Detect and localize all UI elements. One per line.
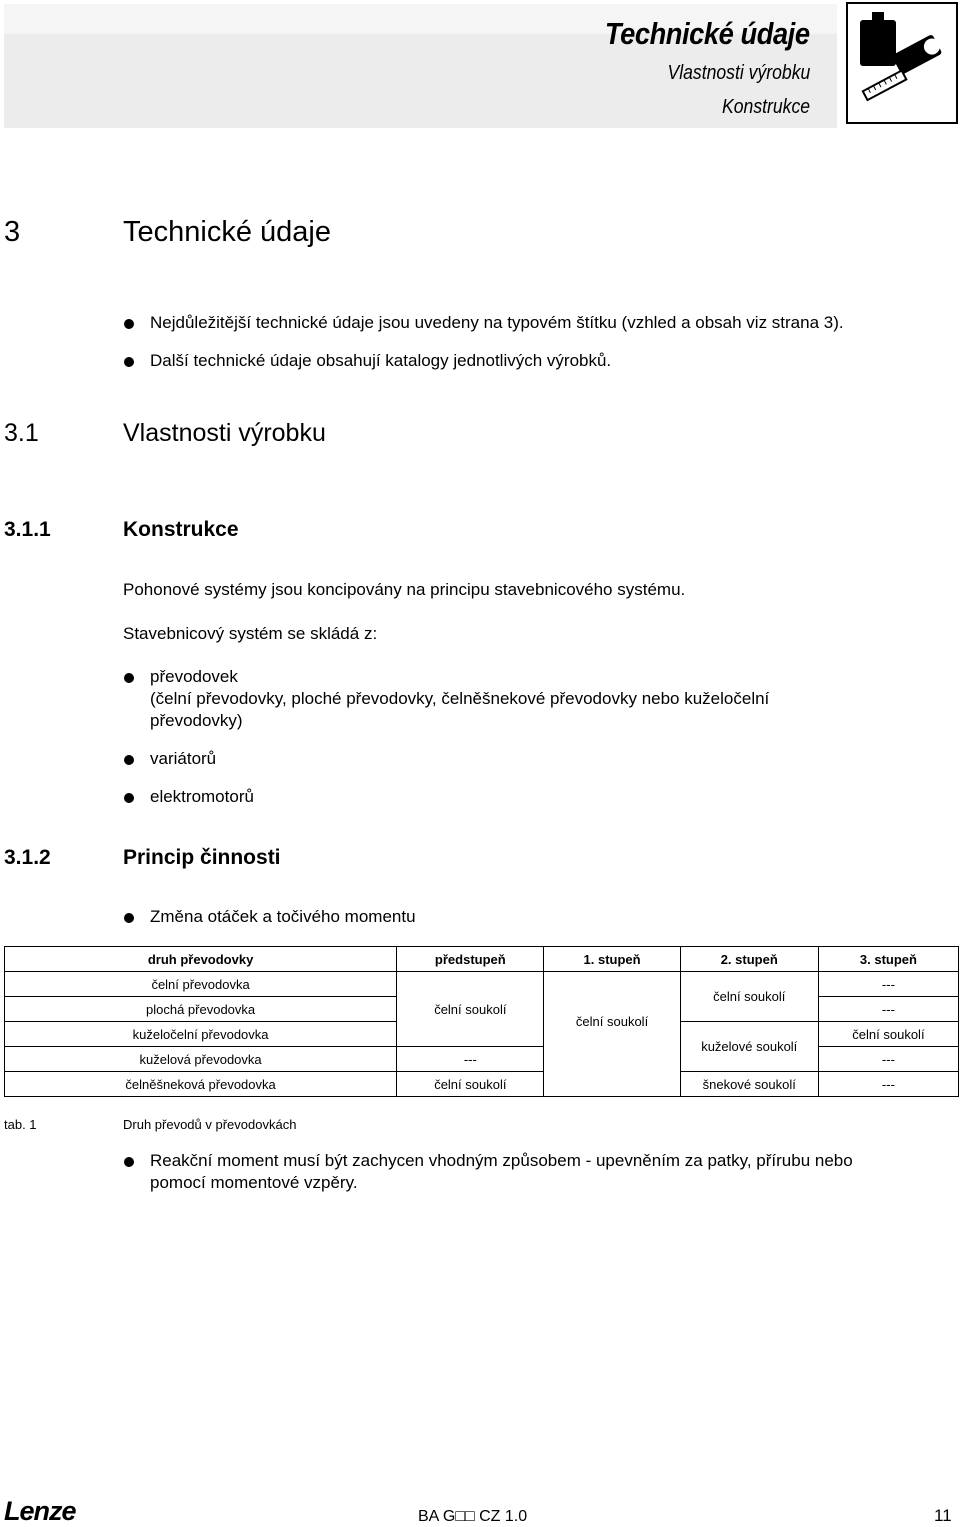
table-cell: čelní soukolí: [818, 1022, 958, 1047]
bullet-icon: [124, 913, 134, 923]
bullet-icon: [124, 319, 134, 329]
list-item: [126, 1150, 946, 1194]
bullet-text: Další technické údaje obsahují katalogy jednotlivých výrobků.: [150, 351, 612, 370]
bullet-text: elektromotorů: [150, 787, 254, 806]
list-item: [126, 666, 946, 732]
list-item: [126, 350, 946, 372]
table-cell: čelněšneková převodovka: [5, 1072, 397, 1097]
principle-title: Princip činnosti: [123, 846, 281, 869]
header-title: Technické údaje: [605, 16, 810, 51]
table-label: tab. 1: [4, 1117, 37, 1132]
bullet-text: Změna otáček a točivého momentu: [150, 907, 416, 926]
bullet-icon: [124, 357, 134, 367]
bullet-text-line-2: (čelní převodovky, ploché převodovky, čelněšnekové převodovky nebo kuželočelní: [150, 689, 770, 708]
principle-number: 3.1.2: [4, 846, 51, 869]
construction-paragraph-1: Pohonové systémy jsou koncipovány na principu stavebnicového systému.: [123, 580, 686, 599]
header-subtitle-1: Vlastnosti výrobku: [667, 62, 810, 84]
table-cell: plochá převodovka: [5, 997, 397, 1022]
list-item: [126, 906, 946, 928]
bullet-icon: [124, 755, 134, 765]
table-header-row: [5, 947, 959, 972]
table-cell: ---: [818, 997, 958, 1022]
subsection-heading: [4, 419, 326, 448]
table-cell: čelní soukolí: [397, 1072, 544, 1097]
table-cell: kuželové soukolí: [680, 1022, 818, 1072]
bullet-text: Nejdůležitější technické údaje jsou uvedeny na typovém štítku (vzhled a obsah viz strana 3).: [150, 313, 844, 332]
bullet-icon: [124, 1157, 134, 1167]
bullet-icon: [124, 673, 134, 683]
table-caption: Druh převodů v převodovkách: [123, 1117, 297, 1132]
table-cell: kuželočelní převodovka: [5, 1022, 397, 1047]
table-header-cell: 2. stupeň: [680, 947, 818, 972]
table-cell: ---: [818, 972, 958, 997]
subsection-title: Vlastnosti výrobku: [123, 419, 326, 447]
table-cell: čelní převodovka: [5, 972, 397, 997]
table-header-cell: 3. stupeň: [818, 947, 958, 972]
table-cell: čelní soukolí: [544, 972, 680, 1072]
table-header-cell: druh převodovky: [5, 947, 397, 972]
bullet-text-line-1: Reakční moment musí být zachycen vhodným způsobem - upevněním za patky, přírubu nebo: [150, 1151, 853, 1170]
list-item: [126, 748, 946, 770]
table-cell: ---: [818, 1047, 958, 1072]
table-cell: kuželová převodovka: [5, 1047, 397, 1072]
section-title: Technické údaje: [123, 216, 331, 248]
construction-title: Konstrukce: [123, 518, 239, 541]
header-subtitle-2: Konstrukce: [721, 96, 810, 118]
bullet-text-line-1: převodovek: [150, 667, 238, 686]
bullet-icon: [124, 793, 134, 803]
table-cell: ---: [397, 1047, 544, 1072]
gear-stages-table: [4, 946, 959, 1097]
table-cell: ---: [818, 1072, 958, 1097]
document-code: BA G□□ CZ 1.0: [418, 1508, 528, 1525]
bullet-text-line-3: převodovky): [150, 711, 243, 730]
construction-paragraph-2: Stavebnicový systém se skládá z:: [123, 624, 378, 643]
section-number: 3: [4, 216, 21, 248]
table-row: [5, 1072, 959, 1097]
table-row: [5, 972, 959, 997]
weight-and-tape-measure-icon: [846, 2, 958, 124]
bullet-text-line-2: pomocí momentové vzpěry.: [150, 1173, 358, 1192]
table-cell: čelní soukolí: [397, 972, 544, 1047]
list-item: [126, 786, 946, 808]
construction-number: 3.1.1: [4, 518, 51, 541]
lenze-logo: Lenze: [4, 1496, 76, 1526]
table-cell: šnekové soukolí: [680, 1072, 818, 1097]
table-header-cell: předstupeň: [397, 947, 544, 972]
list-item: [126, 312, 946, 334]
page-number: 11: [934, 1506, 952, 1525]
construction-heading: [4, 518, 239, 542]
table-cell: čelní soukolí: [680, 972, 818, 1022]
table-cell-empty: [544, 1072, 680, 1097]
principle-heading: [4, 846, 281, 870]
section-heading: [4, 216, 331, 249]
bullet-text: variátorů: [150, 749, 217, 768]
table-header-cell: 1. stupeň: [544, 947, 680, 972]
subsection-number: 3.1: [4, 419, 39, 447]
